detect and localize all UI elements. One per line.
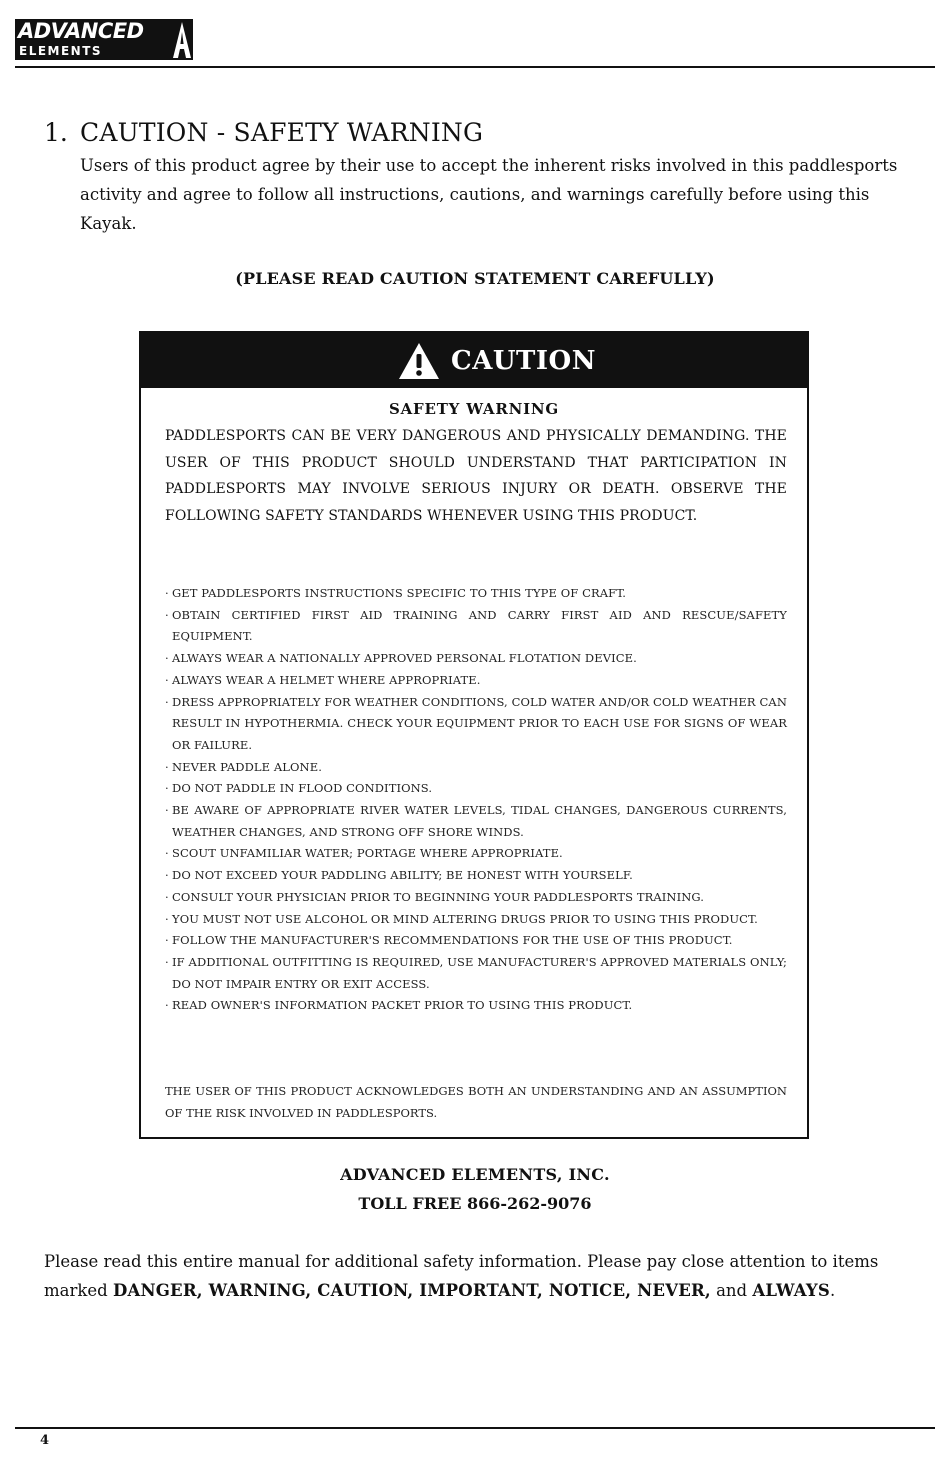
safety-warning-title: SAFETY WARNING [388,400,560,418]
read-caution-note: (PLEASE READ CAUTION STATEMENT CAREFULLY) [235,269,715,288]
brand-logo [15,19,193,60]
closing-last-term: ALWAYS [752,1281,831,1300]
list-item: · BE AWARE OF APPROPRIATE RIVER WATER LEVELS, TIDAL CHANGES, DANGEROUS CURRENTS, WEATHER CHANGES, AND STRONG OFF SHORE WINDS. [165,800,787,843]
safety-bullet-list [165,583,787,1017]
list-item: · OBTAIN CERTIFIED FIRST AID TRAINING AND CARRY FIRST AID AND RESCUE/SAFETY EQUIPMENT. [165,605,787,648]
section-number: 1. [44,118,68,147]
company-name: ADVANCED ELEMENTS, INC. [340,1165,610,1184]
logo-line-advanced: ADVANCED [18,19,144,43]
caution-header-bar [141,333,807,388]
closing-end: . [830,1281,836,1300]
list-item: · DO NOT EXCEED YOUR PADDLING ABILITY; BE HONEST WITH YOURSELF. [165,865,787,887]
intro-paragraph: Users of this product agree by their use to accept the inherent risks involved in this paddlesports activity and agree to follow all instructions, cautions, and warnings carefully before using this Kayak. [80,156,898,233]
list-item: · DO NOT PADDLE IN FLOOD CONDITIONS. [165,778,787,800]
list-item: · FOLLOW THE MANUFACTURER'S RECOMMENDATIONS FOR THE USE OF THIS PRODUCT. [165,930,787,952]
header-divider [15,66,935,68]
page-number: 4 [40,1433,50,1448]
closing-terms: DANGER, WARNING, CAUTION, IMPORTANT, NOTICE, NEVER, [112,1281,711,1300]
caution-heading: CAUTION [451,346,596,376]
warning-triangle-icon [397,341,441,381]
logo-line-elements: ELEMENTS [19,44,103,58]
acknowledgement-text: THE USER OF THIS PRODUCT ACKNOWLEDGES BOTH AN UNDERSTANDING AND AN ASSUMPTION OF THE RISK INVOLVED IN PADDLESPORTS. [165,1084,787,1120]
list-item: · IF ADDITIONAL OUTFITTING IS REQUIRED, USE MANUFACTURER'S APPROVED MATERIALS ONLY; DO NOT IMPAIR ENTRY OR EXIT ACCESS. [165,952,787,995]
list-item: · DRESS APPROPRIATELY FOR WEATHER CONDITIONS, COLD WATER AND/OR COLD WEATHER CAN RESULT IN HYPOTHERMIA. CHECK YOUR EQUIPMENT PRIOR TO EACH USE FOR SIGNS OF WEAR OR FAILURE. [165,692,787,757]
list-item: · NEVER PADDLE ALONE. [165,757,787,779]
safety-statement: PADDLESPORTS CAN BE VERY DANGEROUS AND PHYSICALLY DEMANDING. THE USER OF THIS PRODUCT SHOULD UNDERSTAND THAT PARTICIPATION IN PADDLESPORTS MAY INVOLVE SERIOUS INJURY OR DEATH. OBSERVE THE FOLLOWING SAFETY STANDARDS WHENEVER USING THIS PRODUCT. [165,428,787,524]
a-letter-mark-icon [171,19,193,60]
list-item: · CONSULT YOUR PHYSICIAN PRIOR TO BEGINNING YOUR PADDLESPORTS TRAINING. [165,887,787,909]
list-item: · ALWAYS WEAR A HELMET WHERE APPROPRIATE. [165,670,787,692]
list-item: · READ OWNER'S INFORMATION PACKET PRIOR TO USING THIS PRODUCT. [165,995,787,1017]
closing-lead: Please read this entire manual for additional safety information. Please pay close attention to items marked [44,1252,879,1300]
section-title: CAUTION - SAFETY WARNING [80,118,484,147]
list-item: · SCOUT UNFAMILIAR WATER; PORTAGE WHERE APPROPRIATE. [165,843,787,865]
closing-and: and [710,1281,753,1300]
list-item: · ALWAYS WEAR A NATIONALLY APPROVED PERSONAL FLOTATION DEVICE. [165,648,787,670]
list-item: · YOU MUST NOT USE ALCOHOL OR MIND ALTERING DRUGS PRIOR TO USING THIS PRODUCT. [165,909,787,931]
caution-box [139,331,809,1139]
footer-divider [15,1427,935,1429]
list-item: · GET PADDLESPORTS INSTRUCTIONS SPECIFIC TO THIS TYPE OF CRAFT. [165,583,787,605]
closing-paragraph [44,1247,914,1305]
logo-wordmark [15,19,171,60]
toll-free-number: TOLL FREE 866-262-9076 [358,1194,592,1213]
